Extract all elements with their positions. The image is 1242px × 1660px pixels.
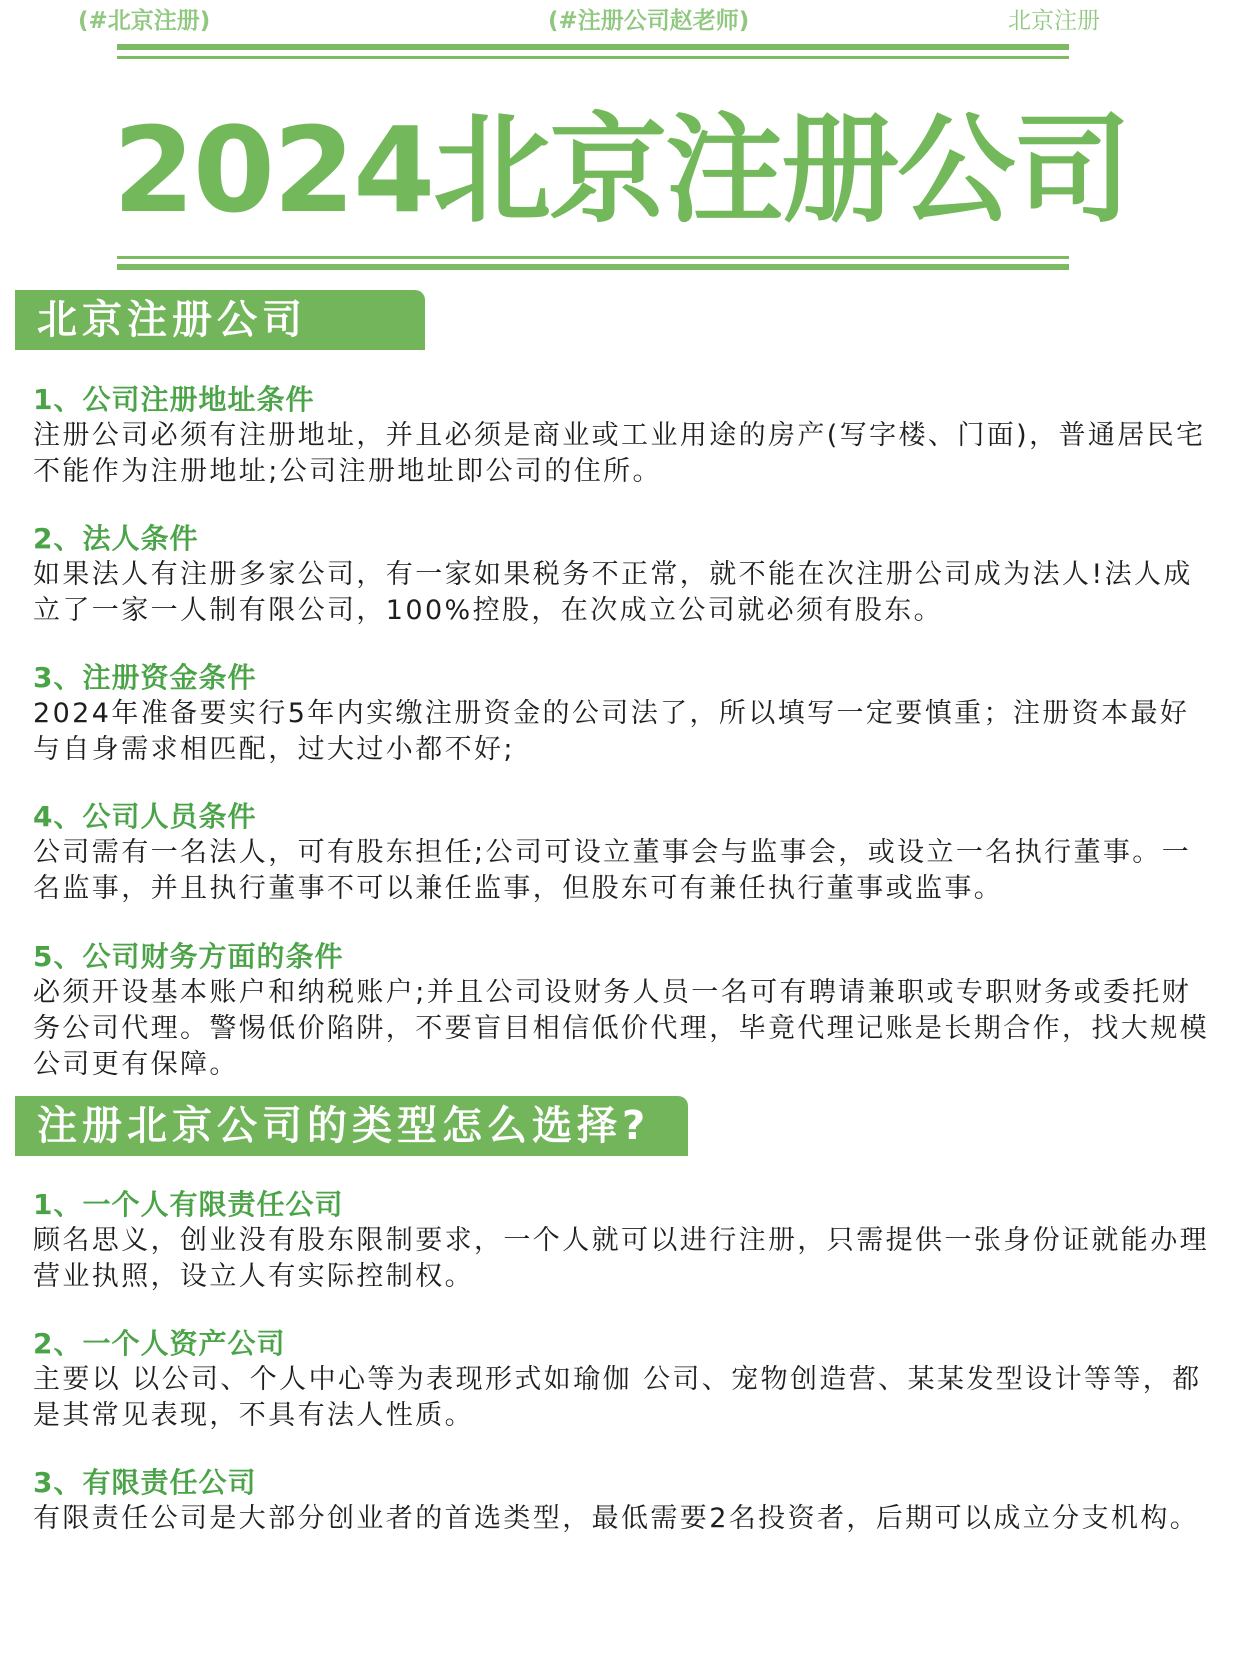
item-body: 注册公司必须有注册地址，并且必须是商业或工业用途的房产(写字楼、门面)，普通居民宅不能作为注册地址;公司注册地址即公司的住所。 bbox=[33, 420, 1206, 487]
section1-item-5 bbox=[33, 940, 1218, 1083]
item-title: 1、一个人有限责任公司 bbox=[33, 1188, 344, 1221]
section1-item-3 bbox=[33, 661, 1218, 768]
item-body: 有限责任公司是大部分创业者的首选类型，最低需要2名投资者，后期可以成立分支机构。 bbox=[33, 1503, 1200, 1534]
item-title: 3、有限责任公司 bbox=[33, 1466, 257, 1499]
hashtag-beijing-register[interactable]: (#北京注册) bbox=[78, 8, 211, 34]
item-title: 1、公司注册地址条件 bbox=[33, 383, 315, 416]
section1-heading: 北京注册公司 bbox=[15, 290, 425, 350]
item-title: 3、注册资金条件 bbox=[33, 661, 257, 694]
item-title: 4、公司人员条件 bbox=[33, 800, 257, 833]
item-body: 必须开设基本账户和纳税账户;并且公司设财务人员一名可有聘请兼职或专职财务或委托财务公司代理。警惕低价陷阱，不要盲目相信低价代理，毕竟代理记账是长期合作，找大规模公司更有保障。 bbox=[33, 977, 1209, 1080]
divider-bottom-thick bbox=[117, 264, 1069, 270]
section2-item-3 bbox=[33, 1466, 1218, 1537]
divider-top-thick bbox=[117, 44, 1069, 50]
section1-item-1 bbox=[33, 383, 1218, 490]
divider-top-thin bbox=[117, 56, 1069, 59]
section2-item-2 bbox=[33, 1327, 1218, 1434]
item-title: 2、法人条件 bbox=[33, 522, 199, 555]
hashtag-teacher-zhao[interactable]: (#注册公司赵老师) bbox=[548, 8, 750, 34]
item-body: 顾名思义，创业没有股东限制要求，一个人就可以进行注册，只需提供一张身份证就能办理营业执照，设立人有实际控制权。 bbox=[33, 1225, 1209, 1292]
item-title: 5、公司财务方面的条件 bbox=[33, 940, 344, 973]
divider-bottom-thin bbox=[117, 256, 1069, 259]
item-body: 2024年准备要实行5年内实缴注册资金的公司法了，所以填写一定要慎重；注册资本最好与自身需求相匹配，过大过小都不好; bbox=[33, 698, 1190, 765]
item-body: 主要以 以公司、个人中心等为表现形式如瑜伽 公司、宠物创造营、某某发型设计等等，都是其常见表现，不具有法人性质。 bbox=[33, 1364, 1202, 1431]
page-title: 2024北京注册公司 bbox=[112, 101, 1130, 239]
item-body: 如果法人有注册多家公司，有一家如果税务不正常，就不能在次注册公司成为法人!法人成立了一家一人制有限公司，100%控股，在次成立公司就必须有股东。 bbox=[33, 559, 1193, 626]
section1-item-2 bbox=[33, 522, 1218, 629]
section2-item-1 bbox=[33, 1188, 1218, 1295]
section1-item-4 bbox=[33, 800, 1218, 907]
top-tags bbox=[0, 0, 1242, 40]
item-body: 公司需有一名法人，可有股东担任;公司可设立董事会与监事会，或设立一名执行董事。一名监事，并且执行董事不可以兼任监事，但股东可有兼任执行董事或监事。 bbox=[33, 837, 1192, 904]
item-title: 2、一个人资产公司 bbox=[33, 1327, 286, 1360]
tag-beijing-register[interactable]: 北京注册 bbox=[1008, 8, 1100, 34]
section2-heading: 注册北京公司的类型怎么选择? bbox=[15, 1096, 688, 1156]
